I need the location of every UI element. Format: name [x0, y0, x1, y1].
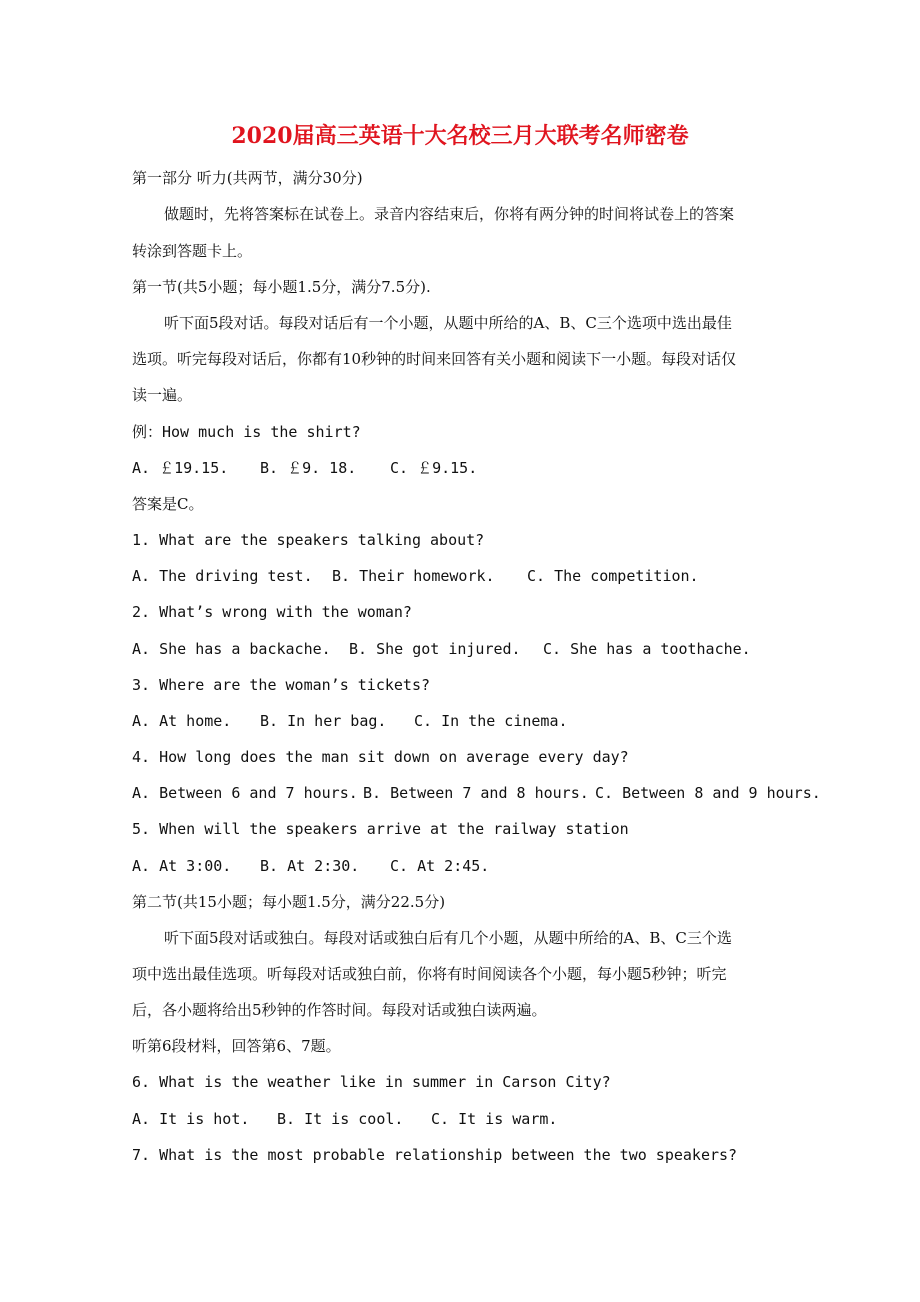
question-3-options: [132, 710, 832, 732]
question-3: 3. Where are the woman’s tickets?: [132, 676, 431, 694]
section1-instructions-line-1: 听下面5段对话。每段对话后有一个小题，从题中所给的A、B、C三个选项中选出最佳: [164, 314, 732, 332]
question-3-option-c: C. In the cinema.: [414, 712, 568, 730]
question-2-options: [132, 638, 832, 660]
example-option-b: B. ￡9. 18.: [260, 459, 357, 477]
question-6-option-a: A. It is hot.: [132, 1110, 250, 1128]
question-4: 4. How long does the man sit down on average every day?: [132, 748, 629, 766]
section1-heading: 第一节(共5小题；每小题1.5分，满分7.5分).: [132, 278, 431, 296]
section1-instructions-line-3: 读一遍。: [132, 386, 193, 404]
question-5: 5. When will the speakers arrive at the railway station: [132, 820, 629, 838]
question-6-option-b: B. It is cool.: [277, 1110, 404, 1128]
question-6-options: [132, 1108, 832, 1130]
instructions-line-1: 做题时，先将答案标在试卷上。录音内容结束后，你将有两分钟的时间将试卷上的答案: [164, 205, 735, 223]
question-1-option-a: A. The driving test.: [132, 567, 313, 585]
question-4-options: [132, 782, 832, 804]
exam-title: 2020届高三英语十大名校三月大联考名师密卷: [231, 123, 689, 149]
example-option-c: C. ￡9.15.: [390, 459, 478, 477]
section2-heading: 第二节(共15小题；每小题1.5分，满分22.5分): [132, 893, 446, 911]
question-2-option-b: B. She got injured.: [349, 640, 521, 658]
question-5-option-c: C. At 2:45.: [390, 857, 490, 875]
passage6-heading: 听第6段材料，回答第6、7题。: [132, 1037, 341, 1055]
question-3-option-a: A. At home.: [132, 712, 232, 730]
question-4-option-b: B. Between 7 and 8 hours.: [363, 784, 589, 802]
question-5-option-b: B. At 2:30.: [260, 857, 360, 875]
example-question: 例：How much is the shirt?: [132, 423, 361, 441]
example-options: [132, 457, 832, 479]
instructions-line-2: 转涂到答题卡上。: [132, 242, 253, 260]
question-4-option-c: C. Between 8 and 9 hours.: [595, 784, 821, 802]
question-4-option-a: A. Between 6 and 7 hours.: [132, 784, 358, 802]
example-answer: 答案是C。: [132, 495, 204, 513]
section2-instructions-line-1: 听下面5段对话或独白。每段对话或独白后有几个小题，从题中所给的A、B、C三个选: [164, 929, 732, 947]
question-2: 2. What’s wrong with the woman?: [132, 603, 412, 621]
example-option-a: A. ￡19.15.: [132, 459, 229, 477]
question-3-option-b: B. In her bag.: [260, 712, 387, 730]
question-6-option-c: C. It is warm.: [431, 1110, 558, 1128]
question-6: 6. What is the weather like in summer in Carson City?: [132, 1073, 611, 1091]
section2-instructions-line-2: 项中选出最佳选项。听每段对话或独白前，你将有时间阅读各个小题，每小题5秒钟；听完: [132, 965, 727, 983]
section1-instructions-line-2: 选项。听完每段对话后，你都有10秒钟的时间来回答有关小题和阅读下一小题。每段对话仅: [132, 350, 737, 368]
section2-instructions-line-3: 后，各小题将给出5秒钟的作答时间。每段对话或独白读两遍。: [132, 1001, 547, 1019]
question-1-options: [132, 565, 832, 587]
question-5-options: [132, 855, 832, 877]
question-5-option-a: A. At 3:00.: [132, 857, 232, 875]
question-1: 1. What are the speakers talking about?: [132, 531, 485, 549]
question-7: 7. What is the most probable relationship between the two speakers?: [132, 1146, 738, 1164]
question-1-option-b: B. Their homework.: [332, 567, 495, 585]
question-1-option-c: C. The competition.: [527, 567, 699, 585]
part1-heading: 第一部分 听力(共两节，满分30分): [132, 169, 363, 187]
question-2-option-c: C. She has a toothache.: [543, 640, 751, 658]
question-2-option-a: A. She has a backache.: [132, 640, 331, 658]
